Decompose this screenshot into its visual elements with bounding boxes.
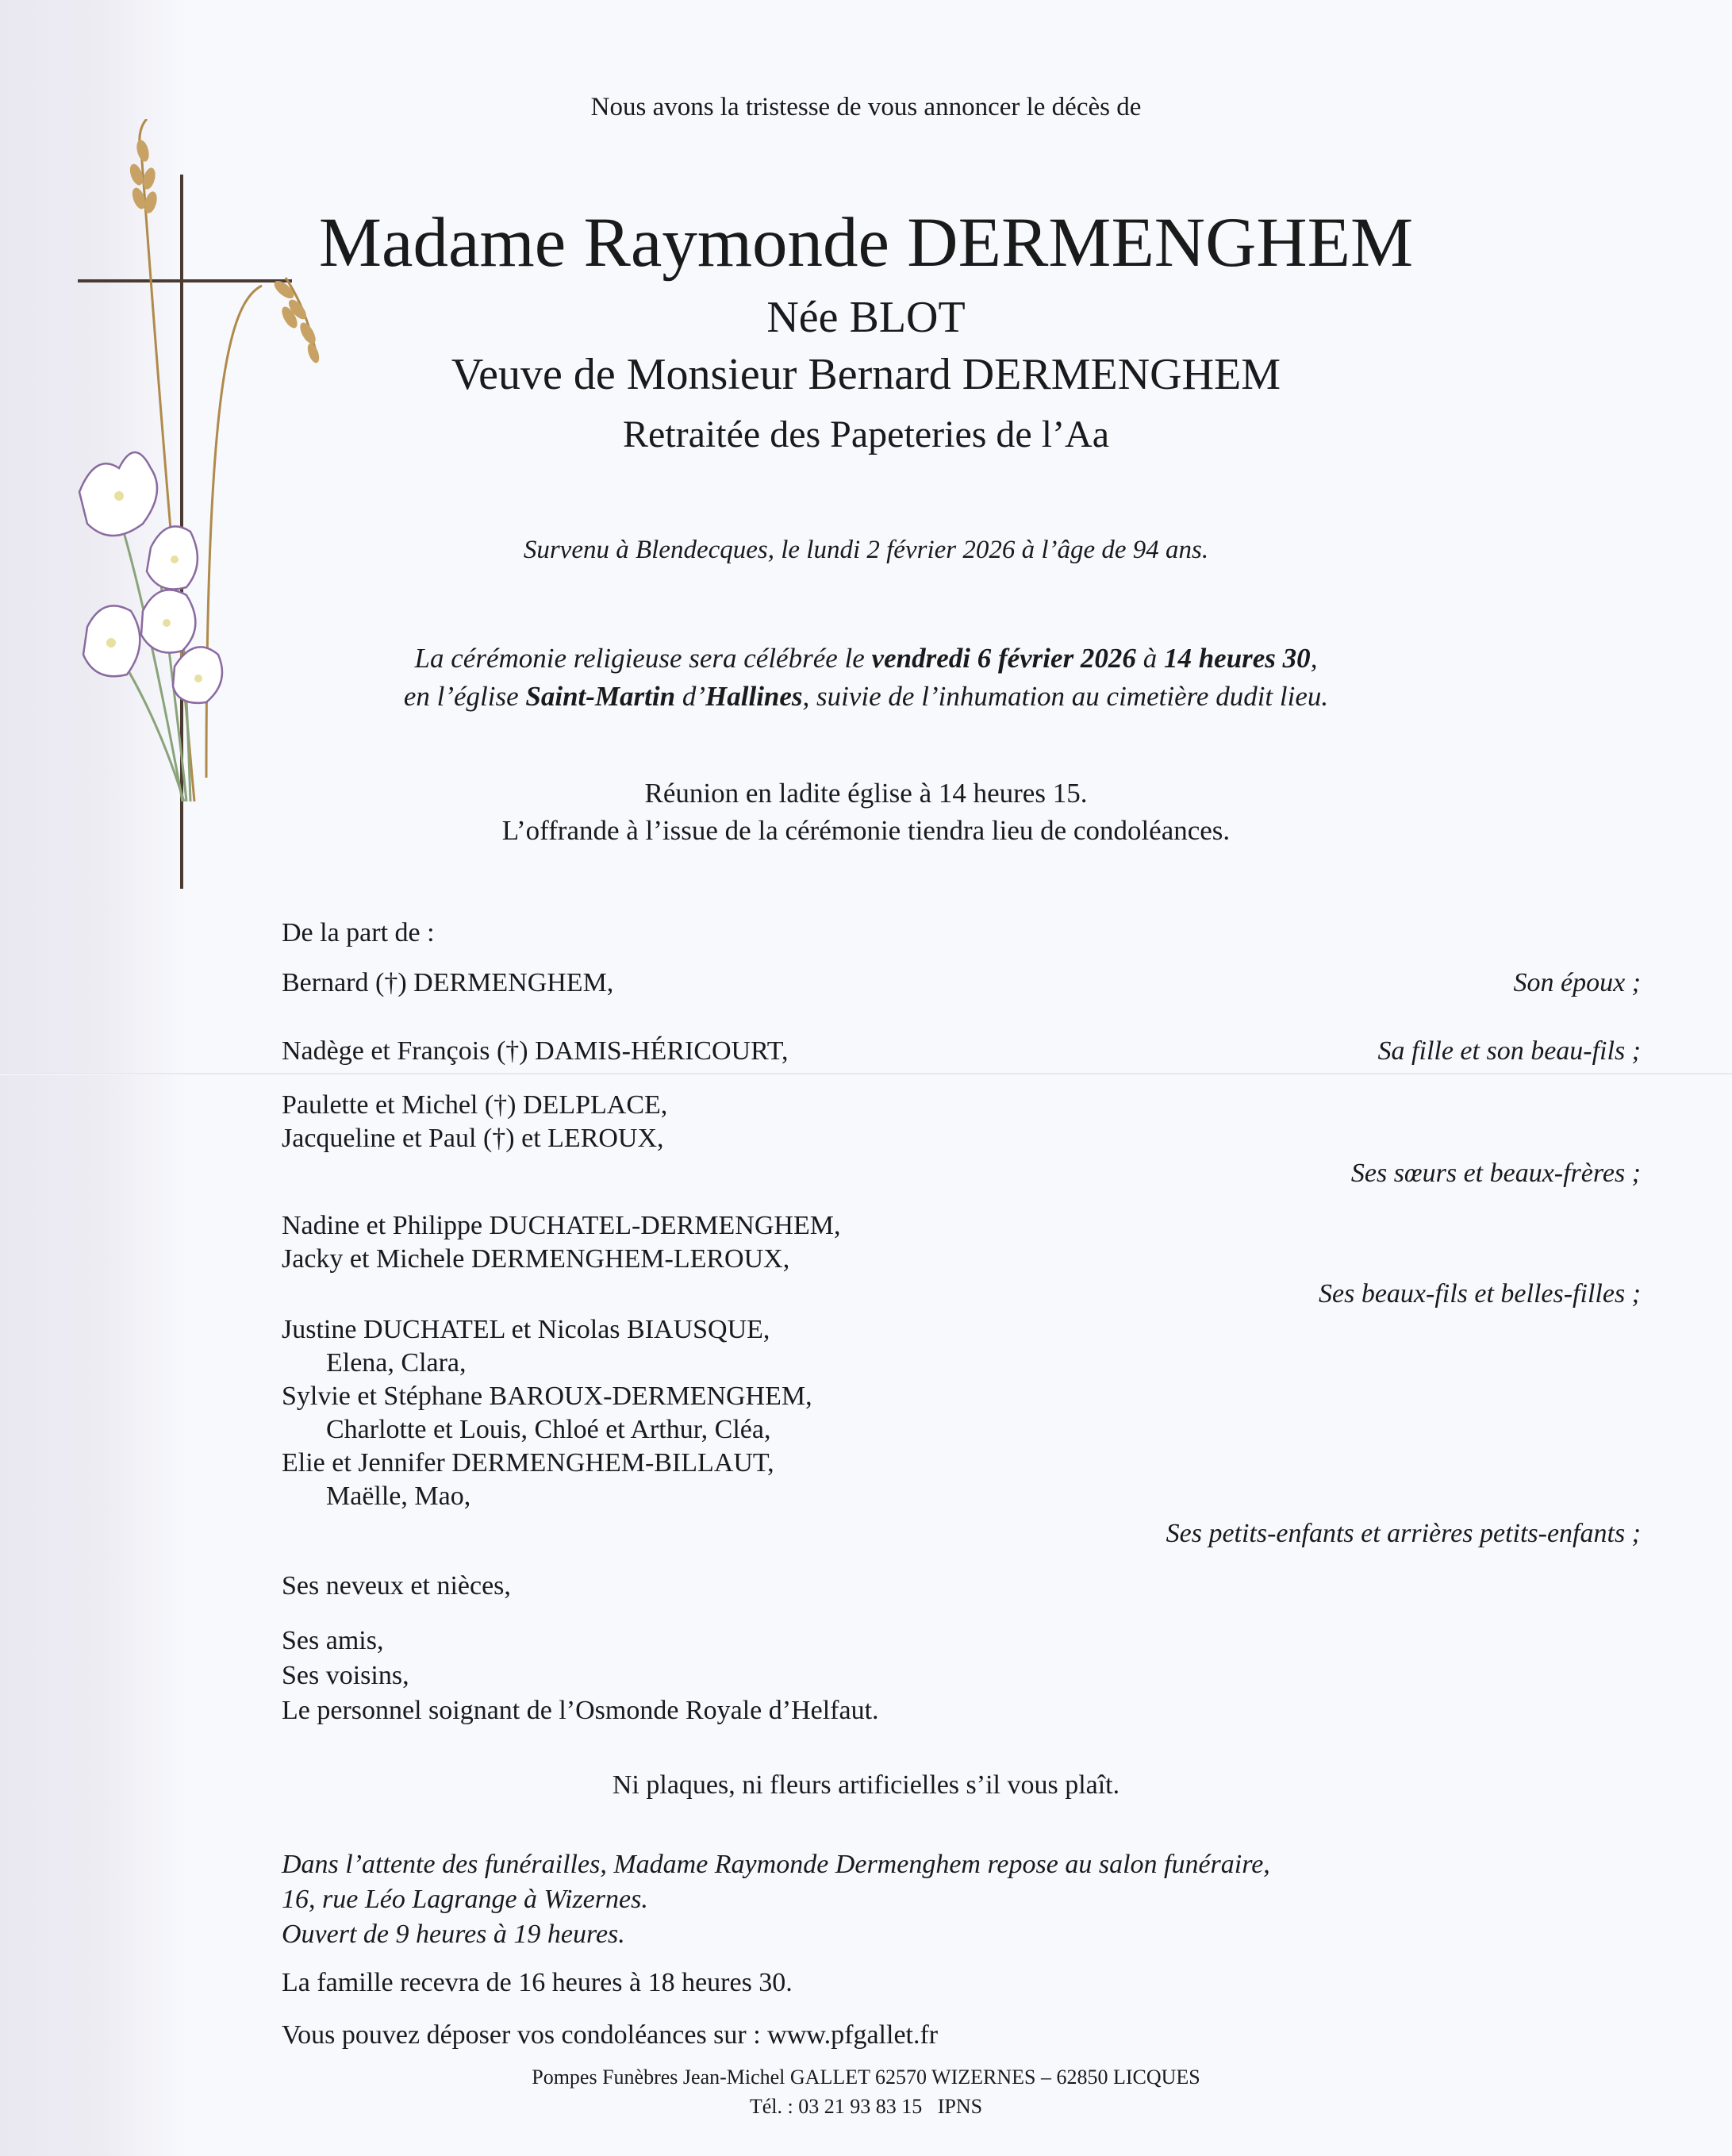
birth-name: Née BLOT — [766, 293, 966, 342]
intro-text: Nous avons la tristesse de vous annoncer le décès de — [590, 93, 1142, 121]
list-item: Jacky et Michele DERMENGHEM-LEROUX, — [282, 1244, 790, 1274]
footer-line-2: Tél. : 03 21 93 83 15 IPNS — [749, 2095, 983, 2118]
ceremony-line-1 — [0, 643, 1732, 674]
rest-line: Dans l’attente des funérailles, Madame Raymonde Dermenghem repose au salon funéraire, — [282, 1850, 1270, 1879]
church-saint: Saint-Martin — [525, 681, 676, 712]
siblings-relation: Ses sœurs et beaux-frères ; — [1350, 1159, 1641, 1188]
list-item: Ses voisins, — [282, 1661, 409, 1690]
list-item: Nadine et Philippe DUCHATEL-DERMENGHEM, — [282, 1211, 841, 1240]
family-receives-text: La famille recevra de 16 heures à 18 heures 30. — [282, 1968, 793, 1997]
footer-line-1: Pompes Funèbres Jean-Michel GALLET 62570 WIZERNES – 62850 LICQUES — [532, 2066, 1200, 2089]
list-item: Paulette et Michel (†) DELPLACE, — [282, 1090, 668, 1120]
list-item: Ses amis, — [282, 1626, 384, 1655]
in-laws-list — [282, 1209, 840, 1276]
rest-line: Ouvert de 9 heures à 19 heures. — [282, 1920, 625, 1949]
list-item: Charlotte et Louis, Chloé et Arthur, Cléa, — [326, 1415, 771, 1444]
daughter-name: Nadège et François (†) DAMIS-HÉRICOURT, — [282, 1036, 789, 1066]
list-item: Elie et Jennifer DERMENGHEM-BILLAUT, — [282, 1448, 774, 1478]
condolences-text: Vous pouvez déposer vos condoléances sur : www.pfgallet.fr — [282, 2020, 939, 2050]
offering-text: L’offrande à l’issue de la cérémonie tiendra lieu de condoléances. — [501, 815, 1231, 846]
paper-fold-line — [0, 1073, 1732, 1075]
spouse-name: Bernard (†) DERMENGHEM, — [282, 968, 614, 997]
ceremony-text: La cérémonie religieuse sera célébrée le — [414, 643, 872, 674]
in-laws-relation: Ses beaux-fils et belles-filles ; — [1319, 1279, 1641, 1309]
list-item: Maëlle, Mao, — [326, 1482, 471, 1511]
ceremony-church-text: en l’église — [403, 681, 526, 712]
church-place: Hallines — [705, 681, 803, 712]
list-item: Le personnel soignant de l’Osmonde Royale d’Helfaut. — [282, 1696, 879, 1725]
list-item: Sylvie et Stéphane BAROUX-DERMENGHEM, — [282, 1382, 812, 1411]
deceased-name: Madame Raymonde DERMENGHEM — [318, 204, 1414, 282]
grandchildren-list — [282, 1313, 812, 1513]
rest-info — [282, 1847, 1270, 1952]
spouse-relation: Son époux ; — [1513, 968, 1641, 997]
ceremony-text-3: , — [1310, 643, 1318, 674]
ceremony-church-text-2: d’ — [675, 681, 706, 712]
occupation: Retraitée des Papeteries de l’Aa — [622, 413, 1110, 455]
ceremony-time: 14 heures 30 — [1163, 643, 1311, 674]
others-list — [282, 1624, 879, 1728]
daughter-relation: Sa fille et son beau-fils ; — [1377, 1036, 1641, 1066]
list-item: Jacqueline et Paul (†) et LEROUX, — [282, 1124, 664, 1153]
list-item: Elena, Clara, — [326, 1348, 467, 1378]
from-label: De la part de : — [282, 918, 435, 947]
no-flowers-text: Ni plaques, ni fleurs artificielles s’il vous plaît. — [612, 1770, 1120, 1800]
ceremony-text-2: à — [1135, 643, 1164, 674]
ceremony-date: vendredi 6 février 2026 — [871, 643, 1136, 674]
rest-line: 16, rue Léo Lagrange à Wizernes. — [282, 1885, 648, 1914]
ceremony-church-text-3: , suivie de l’inhumation au cimetière dudit lieu. — [802, 681, 1329, 712]
nephews-text: Ses neveux et nièces, — [282, 1571, 511, 1601]
ceremony-line-2 — [0, 681, 1732, 713]
meeting-text: Réunion en ladite église à 14 heures 15. — [644, 778, 1088, 809]
widow-of: Veuve de Monsieur Bernard DERMENGHEM — [451, 350, 1281, 399]
list-item: Justine DUCHATEL et Nicolas BIAUSQUE, — [282, 1315, 770, 1344]
death-notice: Survenu à Blendecques, le lundi 2 février 2026 à l’âge de 94 ans. — [523, 536, 1209, 564]
siblings-list — [282, 1089, 667, 1155]
grandchildren-relation: Ses petits-enfants et arrières petits-enfants ; — [1166, 1519, 1641, 1548]
